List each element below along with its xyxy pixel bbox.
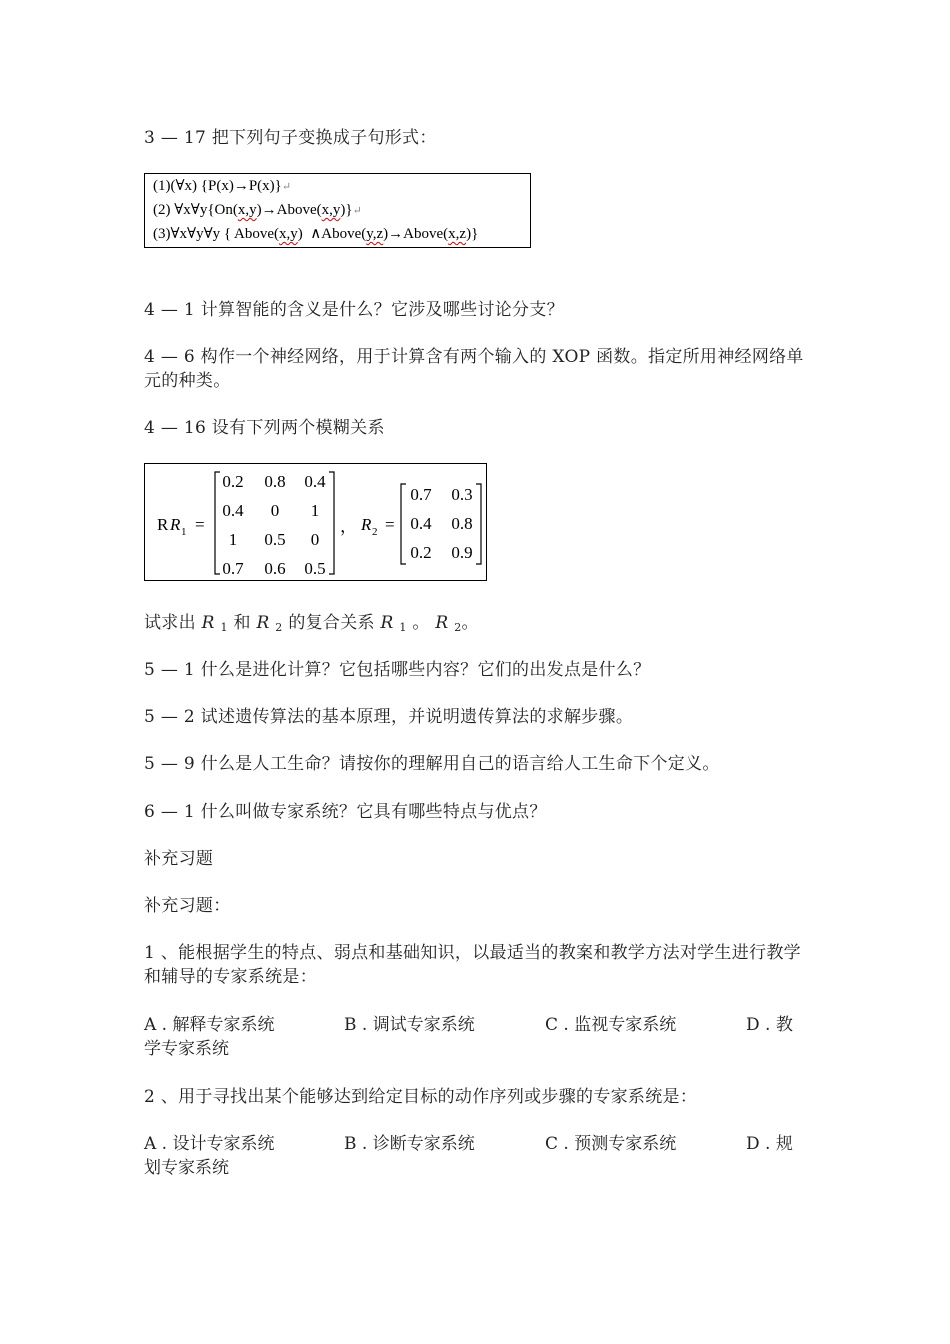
r1-left-bracket bbox=[215, 472, 220, 574]
r1-cell-r3c2: 0.5 bbox=[264, 530, 286, 549]
r2-cell-r1c2: 0.3 bbox=[451, 485, 473, 504]
question-4-6: 4 — 6 构作一个神经网络，用于计算含有两个输入的 XOP 函数。指定所用神经网络单元的种类。 bbox=[144, 347, 804, 391]
r1-label: R bbox=[170, 515, 181, 534]
comma: ， bbox=[340, 517, 357, 536]
option-b: B . 调试专家系统 bbox=[344, 1015, 475, 1035]
question-6-1: 6 — 1 什么叫做专家系统？它具有哪些特点与优点？ bbox=[144, 802, 547, 822]
question-4-1: 4 — 1 计算智能的含义是什么？它涉及哪些讨论分支？ bbox=[144, 300, 564, 320]
question-5-2: 5 — 2 试述遗传算法的基本原理，并说明遗传算法的求解步骤。 bbox=[144, 707, 634, 727]
formula-line-3: (3)∀x∀y∀y { Above(x,y) ∧Above(y,z)→Above(x,z)} bbox=[153, 226, 479, 242]
r1-right-bracket bbox=[329, 472, 334, 574]
supp-question-1: 1 、能根据学生的特点、弱点和基础知识，以最适当的教案和教学方法对学生进行教学和辅导的专家系统是： bbox=[144, 943, 801, 987]
r1-cell-r4c1: 0.7 bbox=[222, 559, 244, 578]
option-d-continued: 划专家系统 bbox=[144, 1158, 229, 1178]
question-5-1: 5 — 1 什么是进化计算？它包括哪些内容？它们的出发点是什么？ bbox=[144, 660, 651, 680]
r1-equals: = bbox=[195, 515, 205, 534]
prefix-r: R bbox=[157, 515, 169, 534]
supplementary-heading-colon: 补充习题： bbox=[144, 896, 231, 916]
r2-label: R bbox=[361, 515, 372, 534]
r2-cell-r2c2: 0.8 bbox=[451, 514, 473, 533]
r1-cell-r3c3: 0 bbox=[310, 530, 320, 549]
logic-formula-box bbox=[144, 173, 531, 248]
r2-right-bracket bbox=[476, 484, 481, 564]
r2-cell-r3c2: 0.9 bbox=[451, 543, 473, 562]
fuzzy-matrix-box bbox=[144, 463, 487, 581]
r2-cell-r2c1: 0.4 bbox=[410, 514, 432, 533]
question-3-17: 3 — 17 把下列句子变换成子句形式： bbox=[144, 128, 437, 148]
r1-subscript: 1 bbox=[181, 526, 187, 538]
option-c: C . 监视专家系统 bbox=[545, 1015, 677, 1035]
r1-cell-r1c1: 0.2 bbox=[222, 472, 244, 491]
r1-cell-r2c3: 1 bbox=[310, 501, 320, 520]
r2-left-bracket bbox=[401, 484, 406, 564]
supplementary-heading: 补充习题 bbox=[144, 849, 214, 869]
option-d: D . 教 bbox=[746, 1015, 793, 1035]
r1-cell-r2c1: 0.4 bbox=[222, 501, 244, 520]
r1-cell-r2c2: 0 bbox=[270, 501, 280, 520]
question-5-9: 5 — 9 什么是人工生命？请按你的理解用自己的语言给人工生命下个定义。 bbox=[144, 754, 720, 774]
r2-cell-r1c1: 0.7 bbox=[410, 485, 432, 504]
r1-cell-r4c3: 0.5 bbox=[304, 559, 326, 578]
option-d-continued: 学专家系统 bbox=[144, 1039, 229, 1059]
supp-question-2: 2 、用于寻找出某个能够达到给定目标的动作序列或步骤的专家系统是： bbox=[144, 1087, 698, 1107]
r1-cell-r1c2: 0.8 bbox=[264, 472, 286, 491]
r2-subscript: 2 bbox=[372, 526, 378, 538]
fuzzy-matrices bbox=[145, 464, 486, 580]
option-a: A . 解释专家系统 bbox=[144, 1015, 275, 1035]
r1-cell-r1c3: 0.4 bbox=[304, 472, 326, 491]
formula-line-2: (2) ∀x∀y{On(x,y)→Above(x,y)}↵ bbox=[153, 202, 362, 218]
option-c: C . 预测专家系统 bbox=[545, 1134, 677, 1154]
question-4-16-ask: 试求出 R $_1$ 和 R $_2$ 的复合关系 R $_1$ 。 R $_2$。 bbox=[144, 613, 479, 634]
r2-equals: = bbox=[385, 515, 395, 534]
question-4-16: 4 — 16 设有下列两个模糊关系 bbox=[144, 418, 385, 438]
r1-cell-r3c1: 1 bbox=[228, 530, 238, 549]
option-a: A . 设计专家系统 bbox=[144, 1134, 275, 1154]
r1-cell-r4c2: 0.6 bbox=[264, 559, 286, 578]
option-b: B . 诊断专家系统 bbox=[344, 1134, 475, 1154]
formula-line-1: (1)(∀x) {P(x)→P(x)}↵ bbox=[153, 178, 292, 194]
r2-cell-r3c1: 0.2 bbox=[410, 543, 432, 562]
option-d: D . 规 bbox=[746, 1134, 793, 1154]
